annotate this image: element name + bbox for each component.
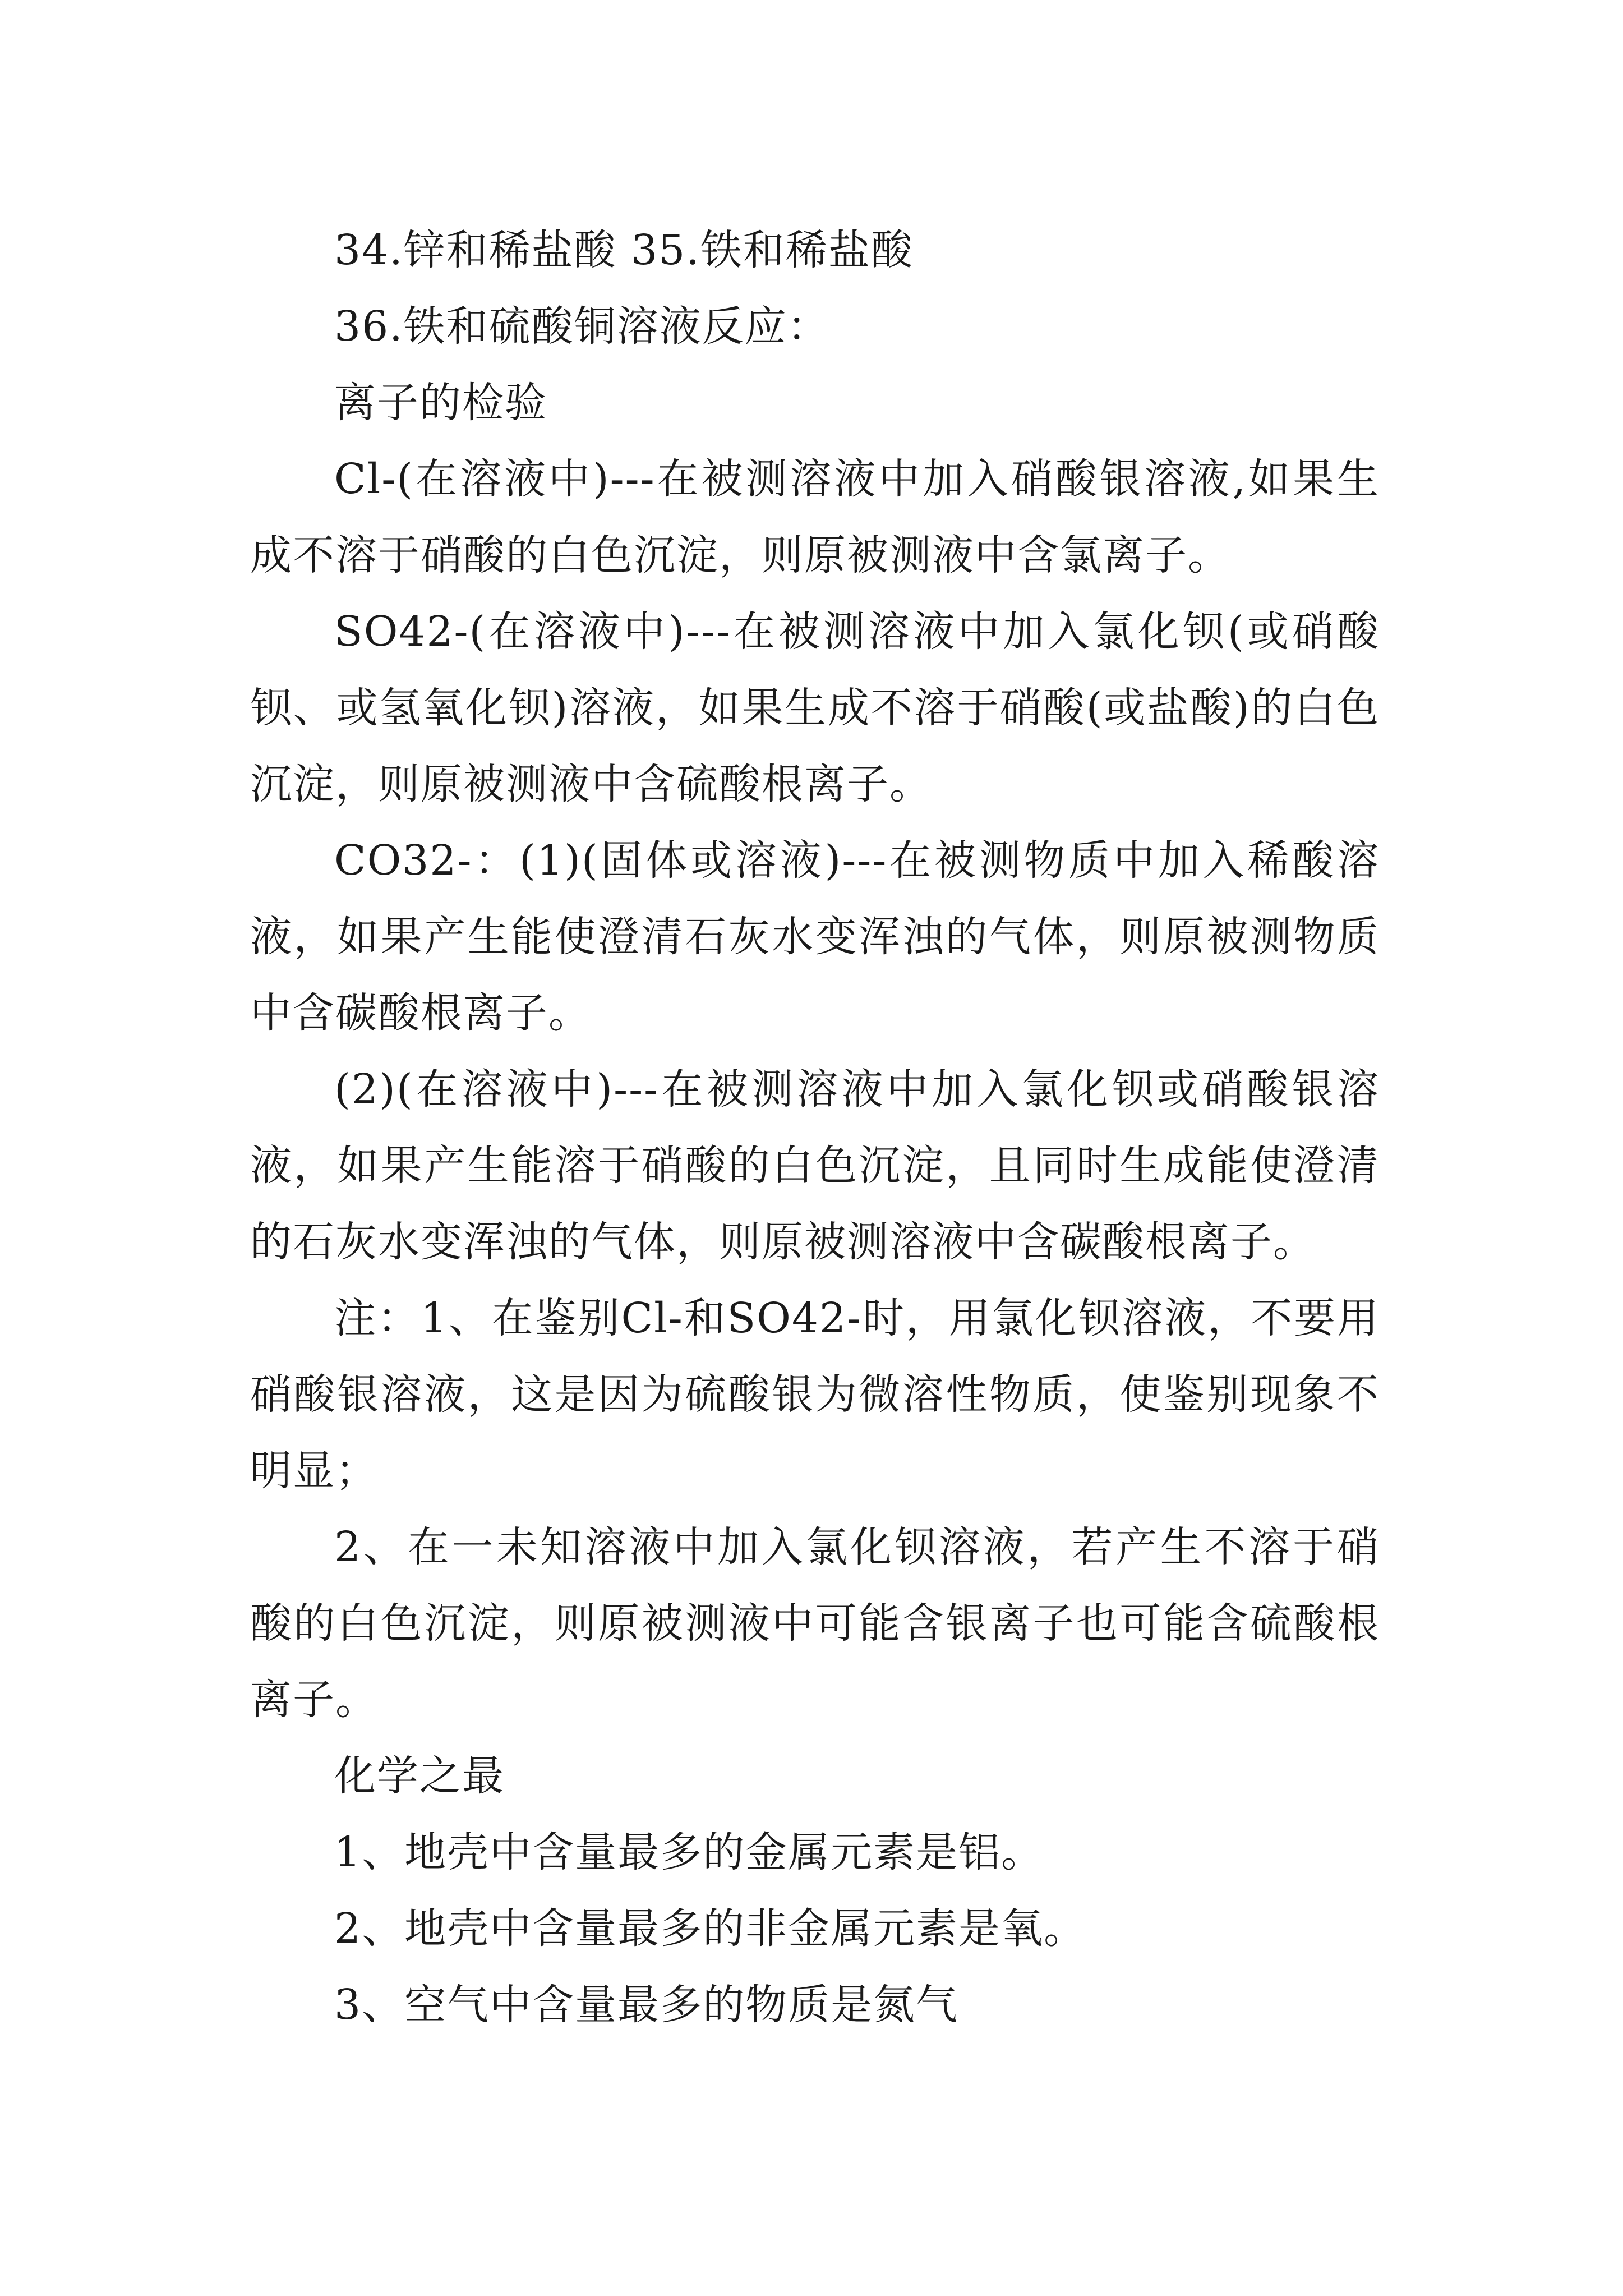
list-item-superlative-2: 2、地壳中含量最多的非金属元素是氧。 (334, 1904, 1087, 1953)
paragraph-chloride-test: Cl-(在溶液中)---在被测溶液中加入硝酸银溶液,如果生成不溶于硝酸的白色沉淀，则原被测液中含氯离子。 (250, 455, 1380, 579)
list-item-superlative-1: 1、地壳中含量最多的金属元素是铝。 (334, 1828, 1044, 1876)
paragraph-note-2: 2、在一未知溶液中加入氯化钡溶液，若产生不溶于硝酸的白色沉淀，则原被测液中可能含银离子也可能含硫酸根离子。 (250, 1523, 1380, 1724)
section-heading-ion-test: 离子的检验 (334, 379, 547, 427)
list-item-superlative-3: 3、空气中含量最多的物质是氮气 (334, 1981, 959, 2029)
paragraph-note-1: 注：1、在鉴别Cl-和SO42-时，用氯化钡溶液，不要用硝酸银溶液，这是因为硫酸银为微溶性物质，使鉴别现象不明显； (250, 1294, 1380, 1495)
paragraph-zinc-iron-acid: 34.锌和稀盐酸 35.铁和稀盐酸 (334, 226, 914, 274)
section-heading-chemistry-superlatives: 化学之最 (334, 1752, 505, 1800)
document-body (250, 212, 1380, 2043)
paragraph-carbonate-test-2: (2)(在溶液中)---在被测溶液中加入氯化钡或硝酸银溶液，如果产生能溶于硝酸的白色沉淀，且同时生成能使澄清的石灰水变浑浊的气体，则原被测溶液中含碳酸根离子。 (250, 1065, 1380, 1266)
paragraph-sulfate-test: SO42-(在溶液中)---在被测溶液中加入氯化钡(或硝酸钡、或氢氧化钡)溶液，如果生成不溶于硝酸(或盐酸)的白色沉淀，则原被测液中含硫酸根离子。 (250, 608, 1380, 808)
paragraph-iron-copper-sulfate: 36.铁和硫酸铜溶液反应： (334, 302, 830, 351)
paragraph-carbonate-test-1: CO32-：(1)(固体或溶液)---在被测物质中加入稀酸溶液，如果产生能使澄清石灰水变浑浊的气体，则原被测物质中含碳酸根离子。 (250, 836, 1380, 1037)
